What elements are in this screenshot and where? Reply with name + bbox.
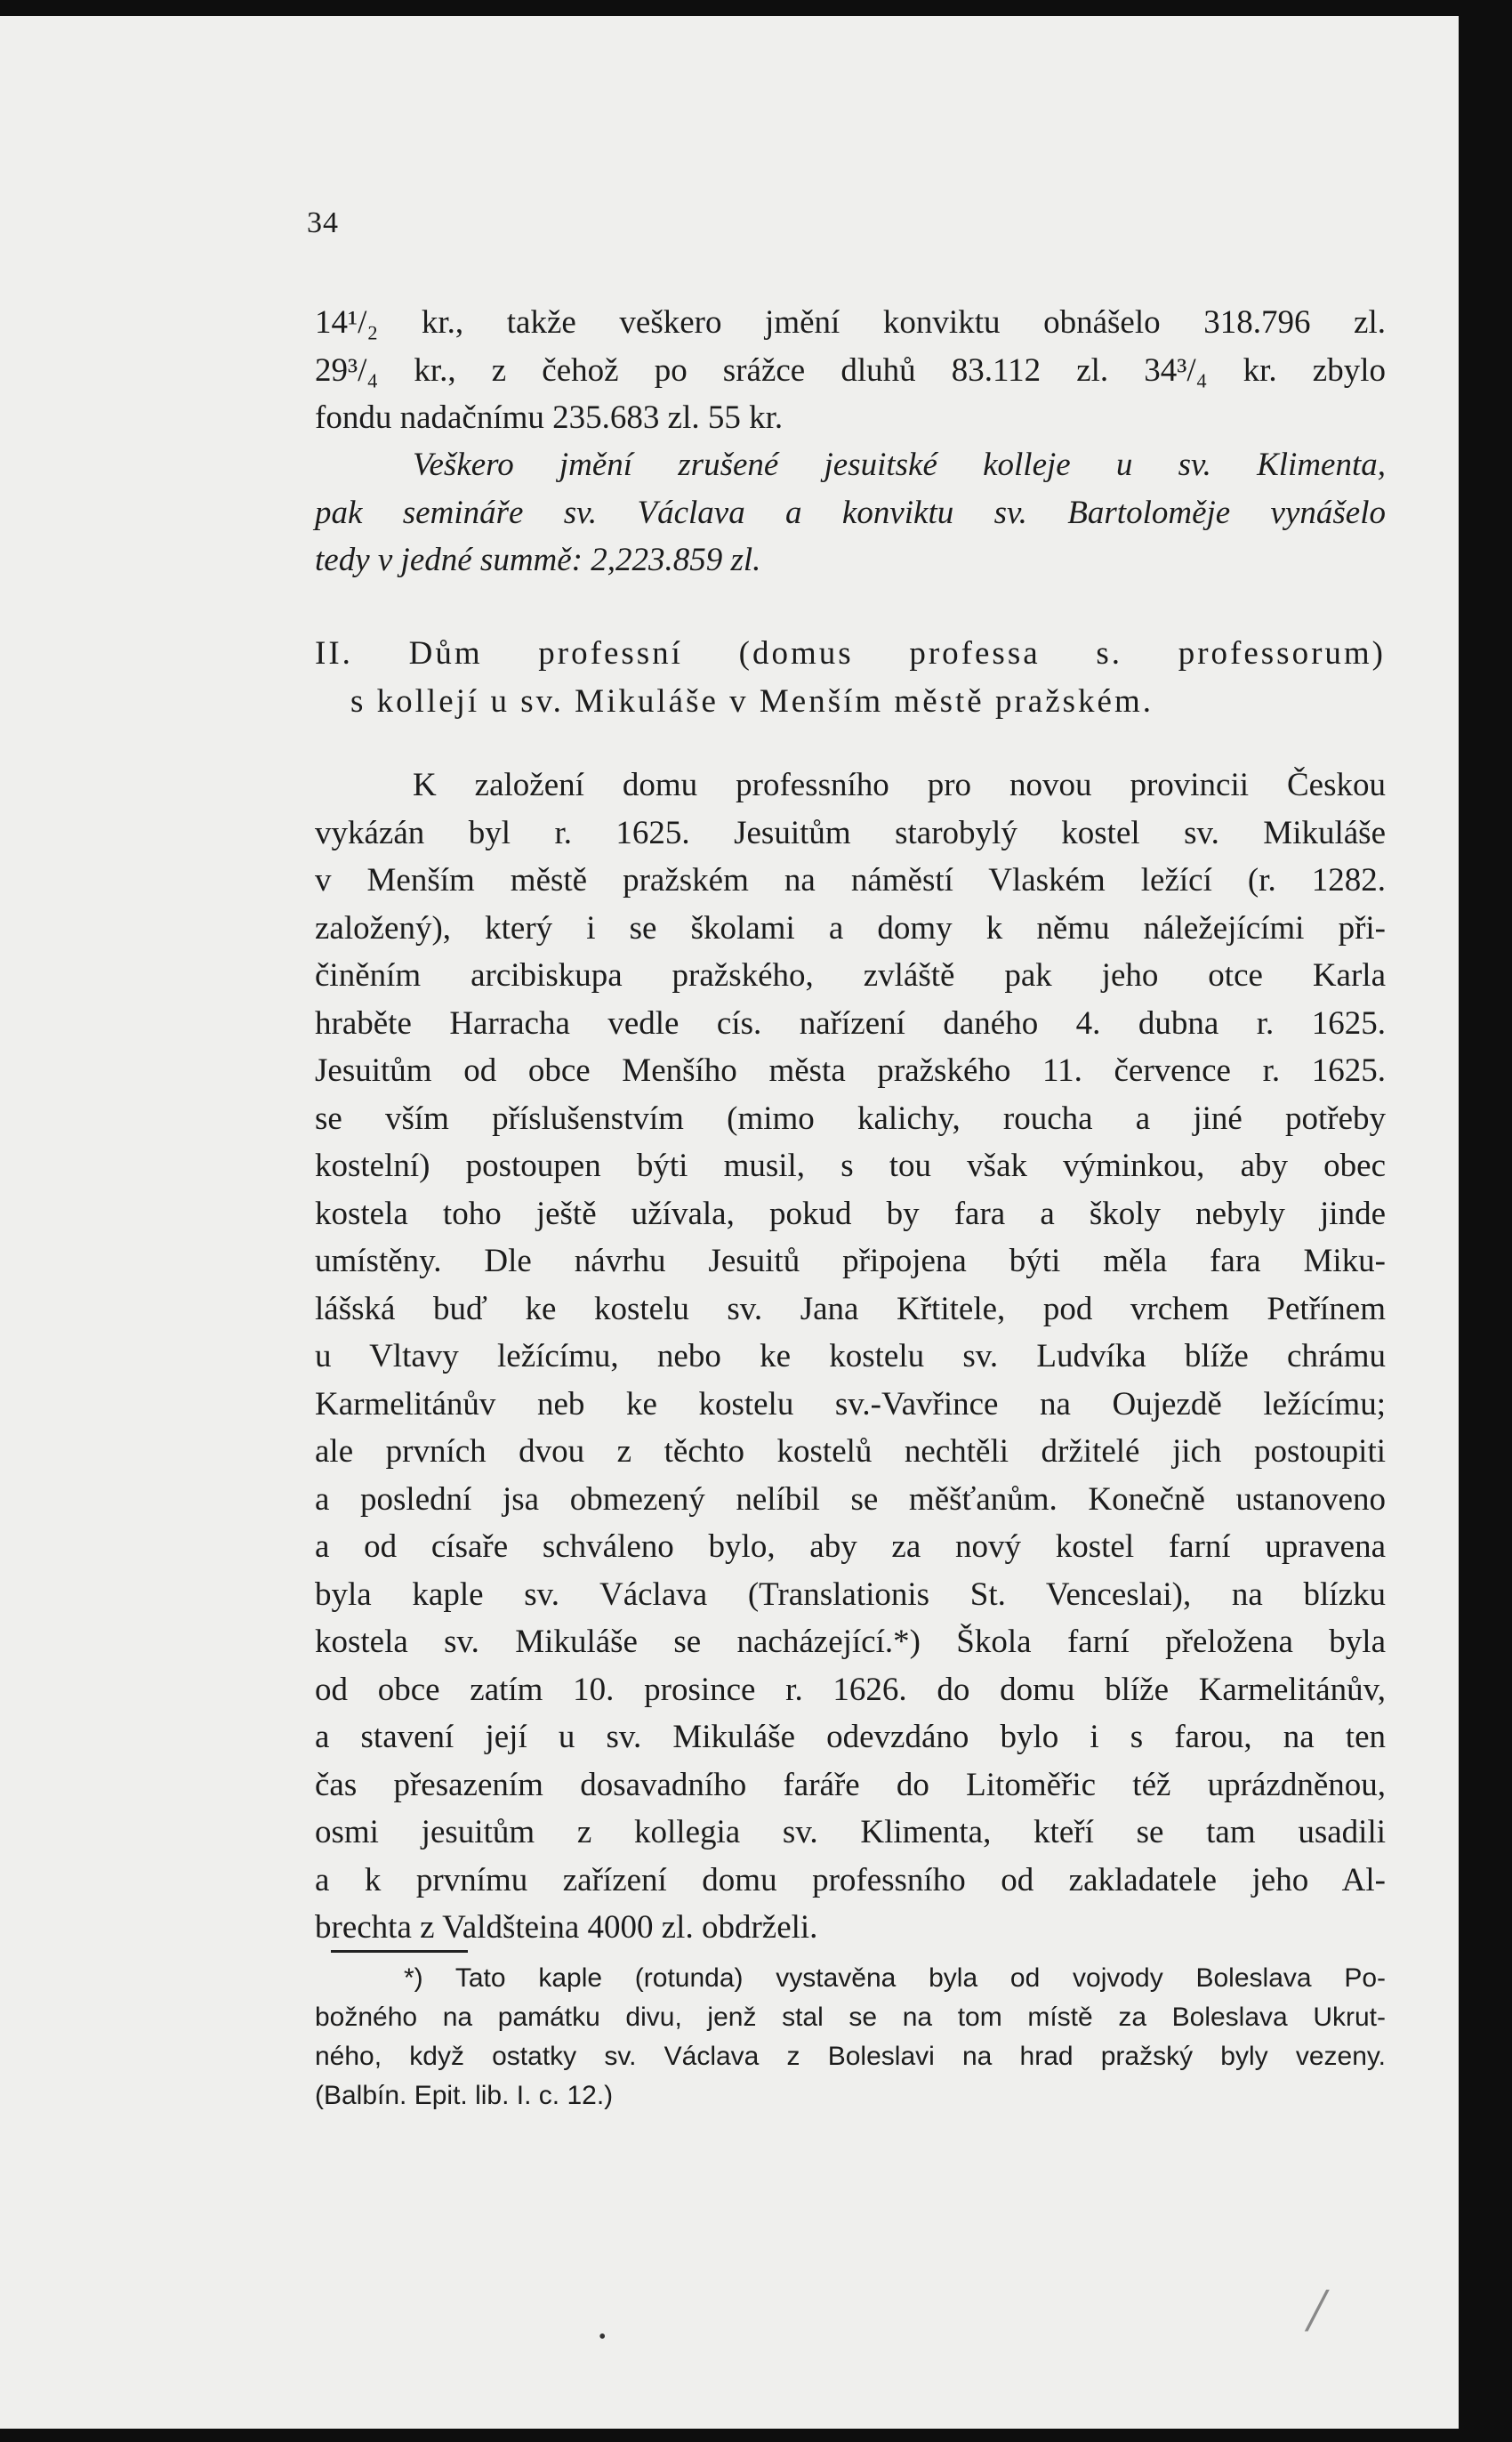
text-line: činěním arcibiskupa pražského, zvláště pak jeho otce Karla bbox=[315, 957, 1386, 994]
text-line: K založení domu professního pro novou provincii Českou bbox=[413, 767, 1386, 803]
footnote-line: *) Tato kaple (rotunda) vystavěna byla od vojvody Boleslava Po- bbox=[404, 1963, 1386, 1993]
book-page bbox=[0, 16, 1459, 2429]
footnote-line: božného na památku divu, jenž stal se na tom místě za Boleslava Ukrut- bbox=[315, 2003, 1386, 2032]
ink-speck: • bbox=[599, 2325, 607, 2349]
text-line: v Menším městě pražském na náměstí Vlaském ležící (r. 1282. bbox=[315, 862, 1386, 899]
footnote bbox=[315, 1959, 1386, 2116]
text-line: a poslední jsa obmezený nelíbil se měšťanům. Konečně ustanoveno bbox=[315, 1480, 1386, 1518]
text-line: čas přesazením dosavadního faráře do Litoměřic též uprázdněnou, bbox=[315, 1766, 1386, 1803]
text-line: osmi jesuitům z kollegia sv. Klimenta, kteří se tam usadili bbox=[315, 1814, 1386, 1850]
footnote-line: (Balbín. Epit. lib. I. c. 12.) bbox=[315, 2081, 614, 2110]
text-line: Jesuitům od obce Menšího města pražského 11. července r. 1625. bbox=[315, 1052, 1386, 1089]
text-line: vykázán byl r. 1625. Jesuitům starobylý kostel sv. Mikuláše bbox=[315, 814, 1386, 851]
text-line: 14¹/₂ kr., takže veškero jmění konviktu obnášelo 318.796 zl. bbox=[315, 304, 1386, 341]
heading-line: II. Dům professní (domus professa s. professorum) bbox=[315, 635, 1386, 672]
pencil-mark: / bbox=[1307, 2277, 1325, 2345]
text-line: kostelní) postoupen býti musil, s tou však výminkou, aby obec bbox=[315, 1148, 1386, 1184]
text-line: fondu nadačnímu 235.683 zl. 55 kr. bbox=[315, 399, 784, 436]
scan-border-right bbox=[1459, 0, 1512, 2442]
text-line: kostela toho ještě užívala, pokud by fara a školy nebyly jinde bbox=[315, 1195, 1386, 1232]
text-line: tedy v jedné summě: 2,223.859 zl. bbox=[315, 542, 761, 578]
text-line: byla kaple sv. Václava (Translationis St. Venceslai), na blízku bbox=[315, 1576, 1386, 1613]
text-line: Veškero jmění zrušené jesuitské kolleje u sv. Klimenta, bbox=[413, 447, 1386, 483]
text-line: kostela sv. Mikuláše se nacházející.*) Škola farní přeložena byla bbox=[315, 1624, 1386, 1660]
section-heading bbox=[315, 630, 1386, 725]
paragraph-main bbox=[315, 762, 1386, 1952]
text-line: se vším příslušenstvím (mimo kalichy, roucha a jiné potřeby bbox=[315, 1100, 1386, 1137]
footnote-divider bbox=[331, 1950, 468, 1953]
text-line: lášská buď ke kostelu sv. Jana Křtitele, pod vrchem Petřínem bbox=[315, 1290, 1386, 1327]
text-line: a od císaře schváleno bylo, aby za nový kostel farní upravena bbox=[315, 1528, 1386, 1565]
text-line: založený), který i se školami a domy k němu náležejícími při- bbox=[315, 909, 1386, 947]
text-line: hraběte Harracha vedle cís. nařízení daného 4. dubna r. 1625. bbox=[315, 1004, 1386, 1042]
paragraph-summary bbox=[315, 441, 1386, 584]
text-line: u Vltavy ležícímu, nebo ke kostelu sv. Ludvíka blíže chrámu bbox=[315, 1338, 1386, 1374]
heading-line: s kollejí u sv. Mikuláše v Menším městě pražském. bbox=[350, 682, 1154, 720]
page-number: 34 bbox=[307, 206, 339, 239]
text-line: Karmelitánův neb ke kostelu sv.-Vavřince na Oujezdě ležícímu; bbox=[315, 1385, 1386, 1422]
text-line: 29³/₄ kr., z čehož po srážce dluhů 83.112 zl. 34³/₄ kr. zbylo bbox=[315, 351, 1386, 389]
text-line: od obce zatím 10. prosince r. 1626. do domu blíže Karmelitánův, bbox=[315, 1671, 1386, 1708]
text-line: umístěny. Dle návrhu Jesuitů připojena býti měla fara Miku- bbox=[315, 1243, 1386, 1279]
scan-border-top bbox=[0, 0, 1512, 16]
text-line: pak semináře sv. Václava a konviktu sv. Bartoloměje vynášelo bbox=[315, 494, 1386, 531]
text-line: ale prvních dvou z těchto kostelů nechtěli držitelé jich postoupiti bbox=[315, 1433, 1386, 1470]
text-line: brechta z Valdšteina 4000 zl. obdrželi. bbox=[315, 1909, 818, 1946]
text-line: a k prvnímu zařízení domu professního od zakladatele jeho Al- bbox=[315, 1861, 1386, 1898]
text-line: a stavení její u sv. Mikuláše odevzdáno bylo i s farou, na ten bbox=[315, 1719, 1386, 1755]
footnote-line: ného, když ostatky sv. Václava z Boleslavi na hrad pražský byly vezeny. bbox=[315, 2042, 1386, 2071]
paragraph-continuation bbox=[315, 299, 1386, 442]
